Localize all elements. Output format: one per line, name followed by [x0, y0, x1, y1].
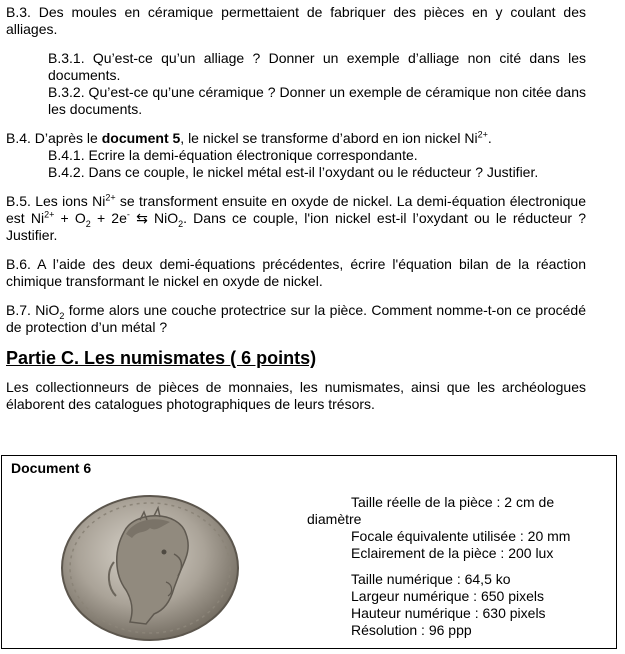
question-b4: B.4. D’après le document 5, le nickel se transforme d’abord en ion nickel $Ni^{2+}$.: [6, 129, 492, 146]
question-b41: B.4.1. Ecrire la demi-équation électronique correspondante.: [48, 147, 418, 163]
question-b31: B.3.1. Qu’est-ce qu’un alliage ? Donner un exemple d’alliage non cité dans les documents.: [48, 50, 586, 83]
document-6-box: [1, 455, 617, 649]
document-6-specs: [307, 494, 607, 639]
question-b32: B.3.2. Qu’est-ce qu’une céramique ? Donner un exemple de céramique non citée dans les documents.: [48, 84, 586, 117]
question-b6: B.6. A l’aide des deux demi-équations précédentes, écrire l'équation bilan de la réaction chimique transformant le nickel en oxyde de nickel.: [6, 256, 586, 289]
partie-c-intro: Les collectionneurs de pièces de monnaies, les numismates, ainsi que les archéologues élaborent des catalogues photographiques de leurs trésors.: [6, 379, 586, 412]
document-6-title: Document 6: [11, 460, 92, 476]
coin-image: [54, 492, 246, 642]
spec-resolution: Résolution : 96 ppp: [351, 622, 472, 638]
spec-eclairement: Eclairement de la pièce : 200 lux: [351, 545, 554, 561]
question-b42: B.4.2. Dans ce couple, le nickel métal est-il l’oxydant ou le réducteur ? Justifier.: [48, 164, 539, 180]
spec-taille-reelle-cont: diamètre: [307, 511, 362, 527]
question-b3: B.3. Des moules en céramique permettaient de fabriquer des pièces en y coulant des alliages.: [6, 4, 586, 37]
question-b7: B.7. NiO$_2$ forme alors une couche protectrice sur la pièce. Comment nomme-t-on ce procédé de protection d’un métal ?: [6, 302, 587, 335]
question-b5: B.5. Les ions $Ni^{2+}$ se transforment ensuite en oxyde de nickel. La demi-équation électronique est $Ni^{2+} + O_2 + 2e^-$ ⇆ NiO$_2$. Dans ce couple, l'ion nickel est-il l’oxydant ou le réducteur ? Justifier.: [6, 192, 587, 243]
spec-taille-reelle: Taille réelle de la pièce : 2 cm de: [351, 494, 555, 510]
spec-largeur: Largeur numérique : 650 pixels: [351, 588, 545, 604]
exam-page: [6, 4, 586, 413]
section-heading-partie-c: Partie C. Les numismates ( 6 points): [6, 348, 317, 368]
silver-coin-portrait-icon: [54, 492, 246, 642]
spec-taille-numerique: Taille numérique : 64,5 ko: [351, 571, 511, 587]
spec-hauteur: Hauteur numérique : 630 pixels: [351, 605, 546, 621]
spec-focale: Focale équivalente utilisée : 20 mm: [351, 528, 571, 544]
